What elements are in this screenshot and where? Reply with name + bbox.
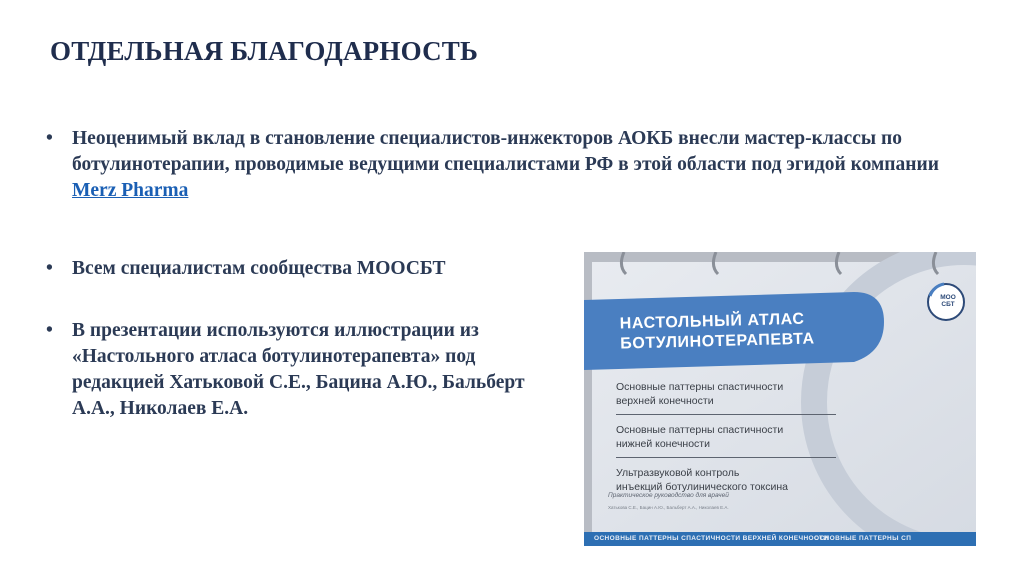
- bullet-dot: •: [46, 128, 53, 149]
- atlas-cover-photo: [584, 252, 976, 546]
- bullet-text: Всем специалистам сообщества МООСБТ: [72, 258, 446, 279]
- bullet-dot: •: [46, 320, 53, 341]
- atlas-bottom-strip: ОСНОВНЫЕ ПАТТЕРНЫ СПАСТИЧНОСТИ ВЕРХНЕЙ КОНЕЧНОСТИ ОСНОВНЫЕ ПАТТЕРНЫ СП: [584, 532, 976, 546]
- slide-title: ОТДЕЛЬНАЯ БЛАГОДАРНОСТЬ: [50, 36, 479, 66]
- banner-line-1: НАСТОЛЬНЫЙ АТЛАС: [619, 310, 805, 333]
- section-ultrasound: Ультразвуковой контроль инъекций ботулинического токсина: [616, 467, 789, 493]
- bullet-atlas: [46, 318, 566, 422]
- banner-line-2: БОТУЛИНОТЕРАПЕВТА: [620, 330, 815, 353]
- section-upper-limb: Основные паттерны спастичности верхней конечности: [616, 378, 836, 415]
- bullet-text: Неоценимый вклад в становление специалистов-инжекторов АОКБ внесли мастер-классы по ботулинотерапии, проводимые ведущими специалистами РФ в этой области под эгидой компании Merz Pharma: [72, 128, 939, 201]
- atlas-sections: [616, 378, 836, 506]
- bullet-merz: [46, 126, 986, 204]
- section-lower-limb: Основные паттерны спастичности нижней конечности: [616, 421, 836, 458]
- atlas-subtitle: Практическое руководство для врачей: [608, 492, 729, 499]
- merz-pharma-link[interactable]: Merz Pharma: [72, 180, 189, 201]
- bullet-moosbt: [46, 256, 546, 282]
- atlas-authors: Хатькова С.Е., Бацин А.Ю., Бальберт А.А., Николаев Е.А.: [608, 505, 729, 510]
- bullet-text: В презентации используются иллюстрации из «Настольного атласа ботулинотерапевта» под редакцией Хатьковой С.Е., Бацина А.Ю., Бальберт А.А., Николаев Е.А.: [72, 320, 525, 419]
- moosbt-logo: МОО СБТ: [940, 294, 956, 308]
- bullet-dot: •: [46, 258, 53, 279]
